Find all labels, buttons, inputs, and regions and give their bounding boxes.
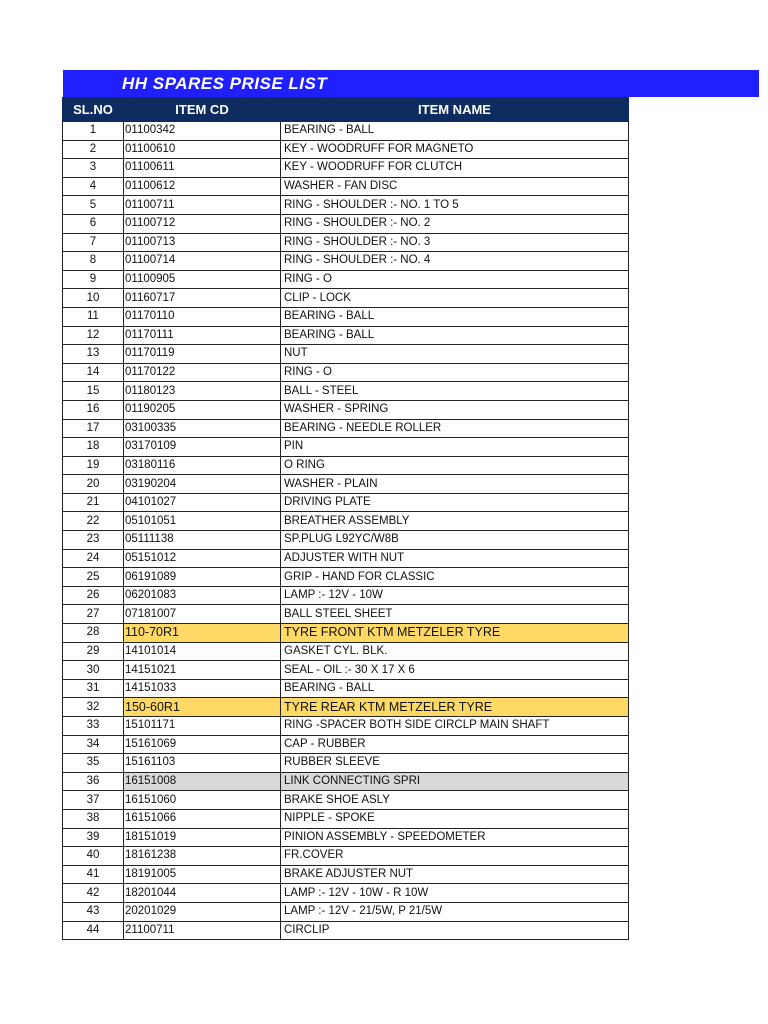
sheet-title: HH SPARES PRISE LIST xyxy=(122,74,328,93)
item-cd-cell[interactable]: 05101051 xyxy=(124,512,281,531)
sl-no-cell[interactable]: 17 xyxy=(63,419,124,438)
item-name-cell[interactable]: SP.PLUG L92YC/W8B xyxy=(281,531,629,550)
sl-no-cell[interactable]: 37 xyxy=(63,791,124,810)
table-row xyxy=(63,735,629,754)
item-name-cell[interactable]: NUT xyxy=(281,345,629,364)
item-cd-cell[interactable]: 16151060 xyxy=(124,791,281,810)
table-row xyxy=(63,438,629,457)
table-row xyxy=(63,122,629,141)
table-row xyxy=(63,754,629,773)
table-row xyxy=(63,624,629,643)
table-row xyxy=(63,345,629,364)
table-row xyxy=(63,475,629,494)
sl-no-cell[interactable]: 26 xyxy=(63,586,124,605)
sl-no-cell[interactable]: 21 xyxy=(63,493,124,512)
item-name-cell[interactable]: NIPPLE - SPOKE xyxy=(281,809,629,828)
sl-no-cell[interactable]: 34 xyxy=(63,735,124,754)
item-name-cell[interactable]: BALL - STEEL xyxy=(281,382,629,401)
item-name-cell[interactable]: LINK CONNECTING SPRI xyxy=(281,772,629,791)
item-cd-cell[interactable]: 01100342 xyxy=(124,122,281,141)
table-row xyxy=(63,902,629,921)
header-item-name[interactable]: ITEM NAME xyxy=(281,98,629,122)
item-name-cell[interactable]: WASHER - PLAIN xyxy=(281,475,629,494)
sl-no-cell[interactable]: 35 xyxy=(63,754,124,773)
table-row xyxy=(63,921,629,940)
item-cd-cell[interactable]: 07181007 xyxy=(124,605,281,624)
header-sl-no[interactable]: SL.NO xyxy=(63,98,124,122)
item-cd-cell[interactable]: 01100611 xyxy=(124,159,281,178)
item-cd-cell[interactable]: 03180116 xyxy=(124,456,281,475)
sl-no-cell[interactable]: 31 xyxy=(63,679,124,698)
sl-no-cell[interactable]: 3 xyxy=(63,159,124,178)
sl-no-cell[interactable]: 24 xyxy=(63,549,124,568)
table-row xyxy=(63,233,629,252)
sl-no-cell[interactable]: 7 xyxy=(63,233,124,252)
table-body xyxy=(63,122,629,940)
sl-no-cell[interactable]: 16 xyxy=(63,400,124,419)
item-cd-cell[interactable]: 03170109 xyxy=(124,438,281,457)
item-name-cell[interactable]: RING - O xyxy=(281,363,629,382)
item-name-cell[interactable]: CAP - RUBBER xyxy=(281,735,629,754)
sl-no-cell[interactable]: 42 xyxy=(63,884,124,903)
item-name-cell[interactable]: RING - SHOULDER :- NO. 3 xyxy=(281,233,629,252)
item-name-cell[interactable]: WASHER - FAN DISC xyxy=(281,177,629,196)
table-row xyxy=(63,363,629,382)
item-cd-cell[interactable]: 05111138 xyxy=(124,531,281,550)
item-cd-cell[interactable]: 16151066 xyxy=(124,809,281,828)
item-name-cell[interactable]: BALL STEEL SHEET xyxy=(281,605,629,624)
price-list-table xyxy=(62,97,629,940)
sl-no-cell[interactable]: 41 xyxy=(63,865,124,884)
item-name-cell[interactable]: PINION ASSEMBLY - SPEEDOMETER xyxy=(281,828,629,847)
sl-no-cell[interactable]: 23 xyxy=(63,531,124,550)
sl-no-cell[interactable]: 8 xyxy=(63,252,124,271)
table-row xyxy=(63,493,629,512)
item-name-cell[interactable]: ADJUSTER WITH NUT xyxy=(281,549,629,568)
item-cd-cell[interactable]: 01190205 xyxy=(124,400,281,419)
item-cd-cell[interactable]: 04101027 xyxy=(124,493,281,512)
sl-no-cell[interactable]: 6 xyxy=(63,214,124,233)
table-row xyxy=(63,196,629,215)
table-row xyxy=(63,791,629,810)
item-name-cell[interactable]: TYRE FRONT KTM METZELER TYRE xyxy=(281,624,629,643)
item-name-cell[interactable]: PIN xyxy=(281,438,629,457)
table-row xyxy=(63,865,629,884)
item-cd-cell[interactable]: 18201044 xyxy=(124,884,281,903)
sl-no-cell[interactable]: 39 xyxy=(63,828,124,847)
item-cd-cell[interactable]: 14151033 xyxy=(124,679,281,698)
table-row xyxy=(63,382,629,401)
sl-no-cell[interactable]: 36 xyxy=(63,772,124,791)
sl-no-cell[interactable]: 33 xyxy=(63,717,124,736)
item-name-cell[interactable]: WASHER - SPRING xyxy=(281,400,629,419)
item-cd-cell[interactable]: 03100335 xyxy=(124,419,281,438)
header-row xyxy=(63,98,629,122)
item-cd-cell[interactable]: 06201083 xyxy=(124,586,281,605)
sl-no-cell[interactable]: 44 xyxy=(63,921,124,940)
item-cd-cell[interactable]: 01170111 xyxy=(124,326,281,345)
sl-no-cell[interactable]: 14 xyxy=(63,363,124,382)
item-name-cell[interactable]: CIRCLIP xyxy=(281,921,629,940)
item-name-cell[interactable]: SEAL - OIL :- 30 X 17 X 6 xyxy=(281,661,629,680)
item-cd-cell[interactable]: 21100711 xyxy=(124,921,281,940)
item-cd-cell[interactable]: 01170110 xyxy=(124,307,281,326)
table-row xyxy=(63,809,629,828)
item-name-cell[interactable]: KEY - WOODRUFF FOR MAGNETO xyxy=(281,140,629,159)
sl-no-cell[interactable]: 18 xyxy=(63,438,124,457)
table-row xyxy=(63,159,629,178)
item-cd-cell[interactable]: 01100905 xyxy=(124,270,281,289)
table-row xyxy=(63,289,629,308)
sl-no-cell[interactable]: 38 xyxy=(63,809,124,828)
item-cd-cell[interactable]: 01100711 xyxy=(124,196,281,215)
sl-no-cell[interactable]: 4 xyxy=(63,177,124,196)
sl-no-cell[interactable]: 5 xyxy=(63,196,124,215)
item-name-cell[interactable]: GASKET CYL. BLK. xyxy=(281,642,629,661)
item-name-cell[interactable]: BRAKE ADJUSTER NUT xyxy=(281,865,629,884)
item-cd-cell[interactable]: 06191089 xyxy=(124,568,281,587)
table-row xyxy=(63,549,629,568)
table-row xyxy=(63,661,629,680)
table-row xyxy=(63,698,629,717)
table-row xyxy=(63,828,629,847)
table-row xyxy=(63,326,629,345)
sl-no-cell[interactable]: 15 xyxy=(63,382,124,401)
item-cd-cell[interactable]: 01160717 xyxy=(124,289,281,308)
item-cd-cell[interactable]: 14151021 xyxy=(124,661,281,680)
item-name-cell[interactable]: BEARING - BALL xyxy=(281,326,629,345)
sl-no-cell[interactable]: 19 xyxy=(63,456,124,475)
item-cd-cell[interactable]: 16151008 xyxy=(124,772,281,791)
item-name-cell[interactable]: LAMP :- 12V - 10W - R 10W xyxy=(281,884,629,903)
table-row xyxy=(63,214,629,233)
item-cd-cell[interactable]: 03190204 xyxy=(124,475,281,494)
table-row xyxy=(63,512,629,531)
table-row xyxy=(63,252,629,271)
sl-no-cell[interactable]: 43 xyxy=(63,902,124,921)
table-row xyxy=(63,847,629,866)
sl-no-cell[interactable]: 9 xyxy=(63,270,124,289)
sl-no-cell[interactable]: 10 xyxy=(63,289,124,308)
sl-no-cell[interactable]: 13 xyxy=(63,345,124,364)
table-row xyxy=(63,419,629,438)
table-row xyxy=(63,270,629,289)
item-name-cell[interactable]: KEY - WOODRUFF FOR CLUTCH xyxy=(281,159,629,178)
item-cd-cell[interactable]: 01100612 xyxy=(124,177,281,196)
item-cd-cell[interactable]: 110-70R1 xyxy=(124,624,281,643)
table-row xyxy=(63,586,629,605)
item-name-cell[interactable]: DRIVING PLATE xyxy=(281,493,629,512)
table-row xyxy=(63,605,629,624)
item-name-cell[interactable]: RUBBER SLEEVE xyxy=(281,754,629,773)
item-name-cell[interactable]: BREATHER ASSEMBLY xyxy=(281,512,629,531)
item-cd-cell[interactable]: 01100610 xyxy=(124,140,281,159)
item-cd-cell[interactable]: 18191005 xyxy=(124,865,281,884)
item-name-cell[interactable]: RING - SHOULDER :- NO. 2 xyxy=(281,214,629,233)
table-row xyxy=(63,717,629,736)
item-name-cell[interactable]: BEARING - BALL xyxy=(281,307,629,326)
sl-no-cell[interactable]: 30 xyxy=(63,661,124,680)
table-row xyxy=(63,140,629,159)
table-row xyxy=(63,679,629,698)
item-cd-cell[interactable]: 01100713 xyxy=(124,233,281,252)
item-name-cell[interactable]: O RING xyxy=(281,456,629,475)
table-row xyxy=(63,531,629,550)
item-name-cell[interactable]: BEARING - NEEDLE ROLLER xyxy=(281,419,629,438)
sl-no-cell[interactable]: 2 xyxy=(63,140,124,159)
item-cd-cell[interactable]: 01100712 xyxy=(124,214,281,233)
item-name-cell[interactable]: RING - SHOULDER :- NO. 1 TO 5 xyxy=(281,196,629,215)
sl-no-cell[interactable]: 25 xyxy=(63,568,124,587)
item-name-cell[interactable]: BEARING - BALL xyxy=(281,679,629,698)
item-cd-cell[interactable]: 20201029 xyxy=(124,902,281,921)
sl-no-cell[interactable]: 27 xyxy=(63,605,124,624)
table-row xyxy=(63,884,629,903)
item-cd-cell[interactable]: 05151012 xyxy=(124,549,281,568)
sl-no-cell[interactable]: 32 xyxy=(63,698,124,717)
sl-no-cell[interactable]: 1 xyxy=(63,122,124,141)
item-cd-cell[interactable]: 01100714 xyxy=(124,252,281,271)
table-row xyxy=(63,177,629,196)
sl-no-cell[interactable]: 22 xyxy=(63,512,124,531)
item-name-cell[interactable]: LAMP :- 12V - 21/5W, P 21/5W xyxy=(281,902,629,921)
item-name-cell[interactable]: CLIP - LOCK xyxy=(281,289,629,308)
item-name-cell[interactable]: RING -SPACER BOTH SIDE CIRCLP MAIN SHAFT xyxy=(281,717,629,736)
sl-no-cell[interactable]: 11 xyxy=(63,307,124,326)
sl-no-cell[interactable]: 20 xyxy=(63,475,124,494)
table-row xyxy=(63,400,629,419)
sl-no-cell[interactable]: 40 xyxy=(63,847,124,866)
sl-no-cell[interactable]: 29 xyxy=(63,642,124,661)
item-name-cell[interactable]: TYRE REAR KTM METZELER TYRE xyxy=(281,698,629,717)
item-name-cell[interactable]: BEARING - BALL xyxy=(281,122,629,141)
item-name-cell[interactable]: RING - O xyxy=(281,270,629,289)
item-name-cell[interactable]: FR.COVER xyxy=(281,847,629,866)
item-name-cell[interactable]: LAMP :- 12V - 10W xyxy=(281,586,629,605)
table-row xyxy=(63,456,629,475)
item-cd-cell[interactable]: 150-60R1 xyxy=(124,698,281,717)
item-cd-cell[interactable]: 01170122 xyxy=(124,363,281,382)
item-name-cell[interactable]: RING - SHOULDER :- NO. 4 xyxy=(281,252,629,271)
header-item-cd[interactable]: ITEM CD xyxy=(124,98,281,122)
item-name-cell[interactable]: BRAKE SHOE ASLY xyxy=(281,791,629,810)
table-row xyxy=(63,642,629,661)
table-row xyxy=(63,772,629,791)
item-cd-cell[interactable]: 15161103 xyxy=(124,754,281,773)
table-row xyxy=(63,568,629,587)
sl-no-cell[interactable]: 12 xyxy=(63,326,124,345)
sl-no-cell[interactable]: 28 xyxy=(63,624,124,643)
table-row xyxy=(63,307,629,326)
item-cd-cell[interactable]: 14101014 xyxy=(124,642,281,661)
item-cd-cell[interactable]: 15101171 xyxy=(124,717,281,736)
item-cd-cell[interactable]: 18161238 xyxy=(124,847,281,866)
item-cd-cell[interactable]: 18151019 xyxy=(124,828,281,847)
item-name-cell[interactable]: GRIP - HAND FOR CLASSIC xyxy=(281,568,629,587)
item-cd-cell[interactable]: 15161069 xyxy=(124,735,281,754)
item-cd-cell[interactable]: 01180123 xyxy=(124,382,281,401)
item-cd-cell[interactable]: 01170119 xyxy=(124,345,281,364)
